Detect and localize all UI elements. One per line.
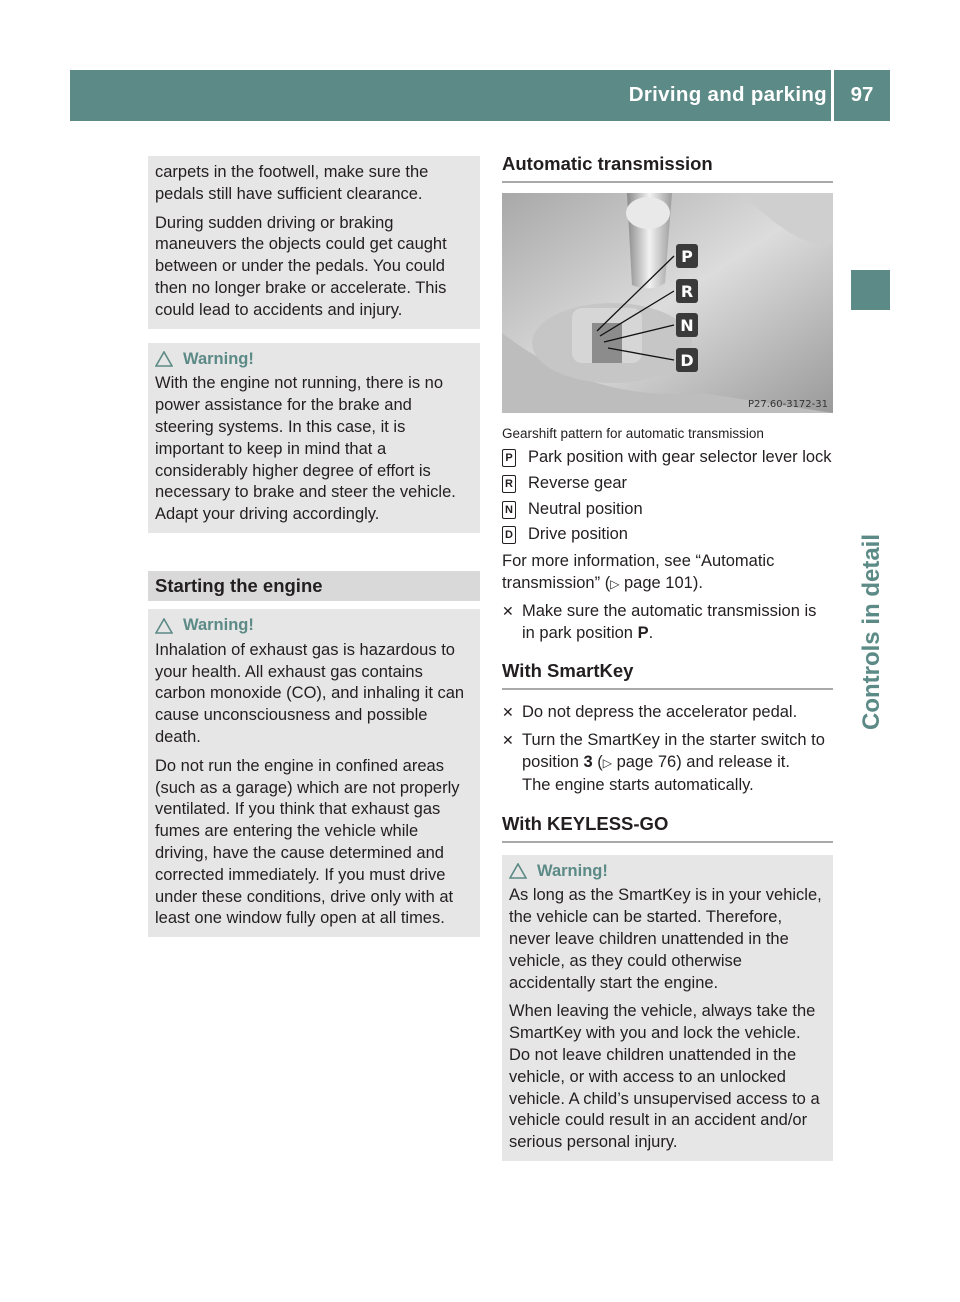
heading-with-keyless-go: With KEYLESS-GO	[502, 812, 833, 843]
warning-title: Warning!	[155, 349, 473, 371]
heading-automatic-transmission: Automatic transmission	[502, 152, 833, 183]
warning-box-continued	[148, 156, 480, 329]
key-icon: P	[502, 449, 516, 467]
figure-caption: Gearshift pattern for automatic transmission	[502, 426, 764, 441]
page-ref-arrow-icon: ▷	[602, 755, 612, 770]
key-icon: N	[502, 501, 516, 519]
step-arrow-icon: ✕	[502, 704, 514, 721]
page-number: 97	[850, 83, 874, 106]
warning-paragraph: When leaving the vehicle, always take the SmartKey with you and lock the vehicle. Do not leave children unattended in the vehicle, or with access to an unlocked vehicle. A child’s unsupervised access to a vehicle could result in an accident and/or serious personal injury.	[509, 1002, 820, 1152]
warning-paragraph: During sudden driving or braking maneuvers the objects could get caught between or under the pedals. You could then no longer brake or accelerate. This could lead to accidents and injury.	[155, 213, 447, 319]
step-arrow-icon: ✕	[502, 732, 514, 749]
page-ref-arrow-icon: ▷	[610, 576, 620, 591]
key-icon: D	[502, 526, 516, 544]
step-turn-key: ✕ Turn the SmartKey in the starter switch to position 3 (▷ page 76) and release it. The engine starts automatically.	[502, 730, 833, 796]
more-info-text: For more information, see “Automatic transmission” (▷ page 101).	[502, 552, 775, 592]
label-n: N	[680, 316, 694, 335]
right-column	[502, 152, 833, 1161]
step-arrow-icon: ✕	[502, 602, 514, 619]
step-park-position: ✕ Make sure the automatic transmission is in park position P.	[502, 601, 833, 645]
legend-item: N Neutral position	[502, 499, 833, 521]
left-column	[148, 156, 480, 937]
warning-title: Warning!	[509, 861, 826, 883]
warning-triangle-icon	[155, 351, 173, 367]
warning-box-exhaust	[148, 609, 480, 937]
section-heading-starting-engine: Starting the engine	[148, 571, 480, 601]
side-label: Controls in detail	[858, 533, 885, 730]
warning-paragraph: As long as the SmartKey is in your vehicle, the vehicle can be started. Therefore, never leave children unattended in the vehicle, as they could otherwise accidentally start the engine.	[509, 886, 822, 992]
step-result: The engine starts automatically.	[522, 775, 754, 794]
figure-code: P27.60-3172-31	[747, 399, 828, 410]
gearshift-illustration	[502, 193, 833, 413]
label-r: R	[680, 282, 694, 301]
label-d: D	[680, 351, 694, 370]
warning-triangle-icon	[155, 618, 173, 634]
warning-triangle-icon	[509, 863, 527, 879]
side-tab	[851, 270, 890, 310]
step-accelerator: ✕ Do not depress the accelerator pedal.	[502, 702, 833, 724]
legend-item: D Drive position	[502, 524, 833, 546]
gearshift-photo	[502, 193, 833, 413]
section-title: Driving and parking	[628, 83, 827, 106]
warning-box-brake	[148, 343, 480, 533]
warning-paragraph: carpets in the footwell, make sure the pedals still have sufficient clearance.	[155, 163, 429, 203]
warning-box-keyless	[502, 855, 833, 1161]
key-icon: R	[502, 475, 516, 493]
warning-title: Warning!	[155, 615, 473, 637]
legend-item: R Reverse gear	[502, 473, 833, 495]
warning-text: With the engine not running, there is no power assistance for the brake and steering systems. In this case, it is important to keep in mind that a considerably higher degree of effort is necessary to brake and steer the vehicle. Adapt your driving accordingly.	[155, 374, 456, 524]
legend-item: P Park position with gear selector lever lock	[502, 447, 833, 469]
warning-paragraph: Do not run the engine in confined areas (such as a garage) which are not properly ventilated. If you think that exhaust gas fumes are entering the vehicle while driving, have the cause determined and corrected immediately. If you must drive under these conditions, drive only with at least one window fully open at all times.	[155, 756, 460, 928]
warning-paragraph: Inhalation of exhaust gas is hazardous to your health. All exhaust gas contains carbon monoxide (CO), and inhaling it can cause unconsciousness and possible death.	[155, 640, 465, 746]
label-p: P	[681, 247, 693, 266]
heading-with-smartkey: With SmartKey	[502, 659, 833, 690]
